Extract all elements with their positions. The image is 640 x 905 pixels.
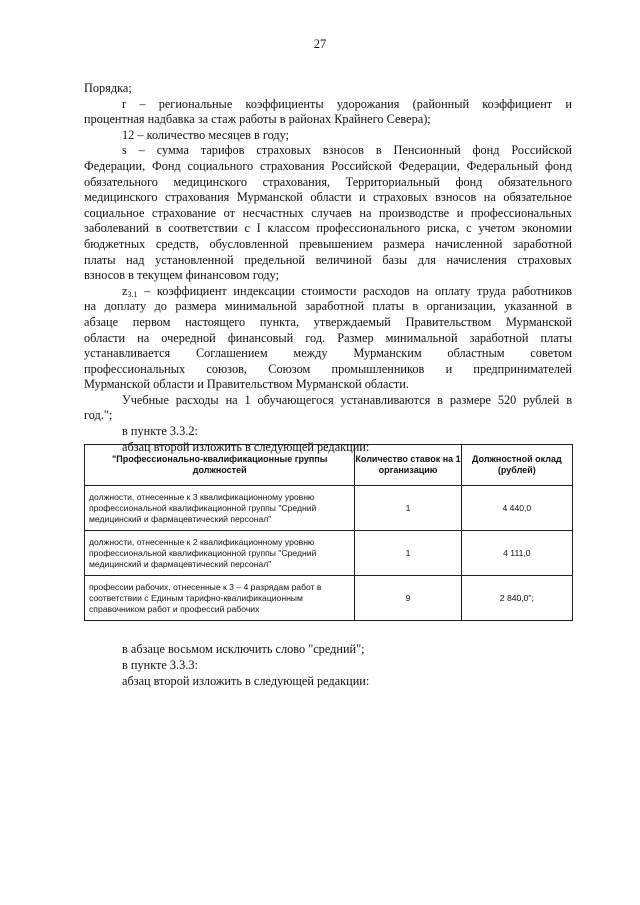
paragraph-z-line-6: профессиональных союзов, Союзом промышленников и предпринимателей [84,361,572,376]
paragraph-point-3-3-2: в пункте 3.3.2: [122,424,198,439]
paragraph-exclude-srednij: в абзаце восьмом исключить слово "средний"; [122,642,365,656]
paragraph-r-line-1: r – региональные коэффициенты удорожания (районный коэффициент и [122,96,572,111]
paragraph-point-3-3-3: в пункте 3.3.3: [122,658,198,672]
paragraph-r-line-2: процентная надбавка за стаж работы в районах Крайнего Севера); [84,112,431,127]
row-count: 1 [355,486,461,531]
paragraph-z-line-2: на доплату до размера минимальной заработной платы в организации, указанной в [84,299,572,314]
paragraph-s-line-7: бюджетных средств, обусловленной превышением размера начисленной заработной [84,236,572,251]
header-count: Количество ставок на 1 организацию [355,445,461,486]
paragraph-training-line-2: год."; [84,408,113,423]
row-count: 9 [355,576,461,621]
paragraph-z-line-4: области на очередной финансовый год. Размер минимальной заработной платы [84,330,572,345]
row-salary: 2 840,0"; [461,576,572,621]
paragraph-training-line-1: Учебные расходы на 1 обучающегося устанавливаются в размере 520 рублей в [122,392,572,407]
z-definition-text: – коэффициент индексации стоимости расходов на оплату труда работников [137,283,572,298]
table-row [85,531,573,576]
page-number: 27 [313,37,327,51]
paragraph-12-months: 12 – количество месяцев в году; [122,127,290,142]
header-groups: "Профессионально-квалификационные группы должностей [85,445,355,486]
row-name: должности, отнесенные к 3 квалификационному уровню профессиональной квалификационной группы "Средний медицинский и фармацевтический персонал" [85,486,355,531]
paragraph-z-line-7: Мурманской области и Правительством Мурманской области. [84,377,409,392]
header-salary: Должностной оклад (рублей) [461,445,572,486]
after-table-text [84,641,572,689]
paragraph-z-line-1 [84,284,572,300]
row-name: должности, отнесенные к 2 квалификационному уровню профессиональной квалификационной группы "Средний медицинский и фармацевтический персонал" [85,531,355,576]
row-name: профессии рабочих, отнесенные к 3 – 4 разрядам работ в соответствии с Единым тарифно-квалификационным справочником работ и профессий рабочих [85,576,355,621]
paragraph-second-abzac-2: абзац второй изложить в следующей редакции: [122,674,370,688]
table-row [85,576,573,621]
paragraph-z-line-3: абзаце первом настоящего пункта, утверждаемый Правительством Мурманской [84,314,572,329]
document-body [84,81,572,455]
paragraph-porjadka: Порядка; [84,81,132,95]
paragraph-s-line-4: медицинского страхования Мурманской области и страховых взносов на обязательное [84,190,572,205]
row-count: 1 [355,531,461,576]
paragraph-s-line-5: социальное страхование от несчастных случаев на производстве и профессиональных [84,205,572,220]
salary-table [84,444,573,621]
z-subscript: 3.1 [127,289,138,299]
paragraph-z-line-5: устанавливается Соглашением между Мурманским областным советом [84,346,572,361]
table-header-row [85,445,573,486]
paragraph-s-line-9: взносов в текущем финансовом году; [84,268,280,283]
paragraph-s-line-8: платы над установленной предельной величиной базы для начисления страховых [84,252,572,267]
paragraph-s-line-2: Федерации, Фонд социального страхования Российской Федерации, Федеральный фонд [84,158,572,173]
table-row [85,486,573,531]
row-salary: 4 440,0 [461,486,572,531]
paragraph-s-line-1: s – сумма тарифов страховых взносов в Пенсионный фонд Российской [122,143,572,158]
paragraph-second-abzac: абзац второй изложить в следующей редакции: [122,439,370,454]
z-variable: z [122,283,128,298]
row-salary: 4 111,0 [461,531,572,576]
paragraph-s-line-6: заболеваний в соответствии с I классом профессионального риска, с учетом экономии [84,221,572,236]
paragraph-s-line-3: обязательного медицинского страхования, Территориальный фонд обязательного [84,174,572,189]
